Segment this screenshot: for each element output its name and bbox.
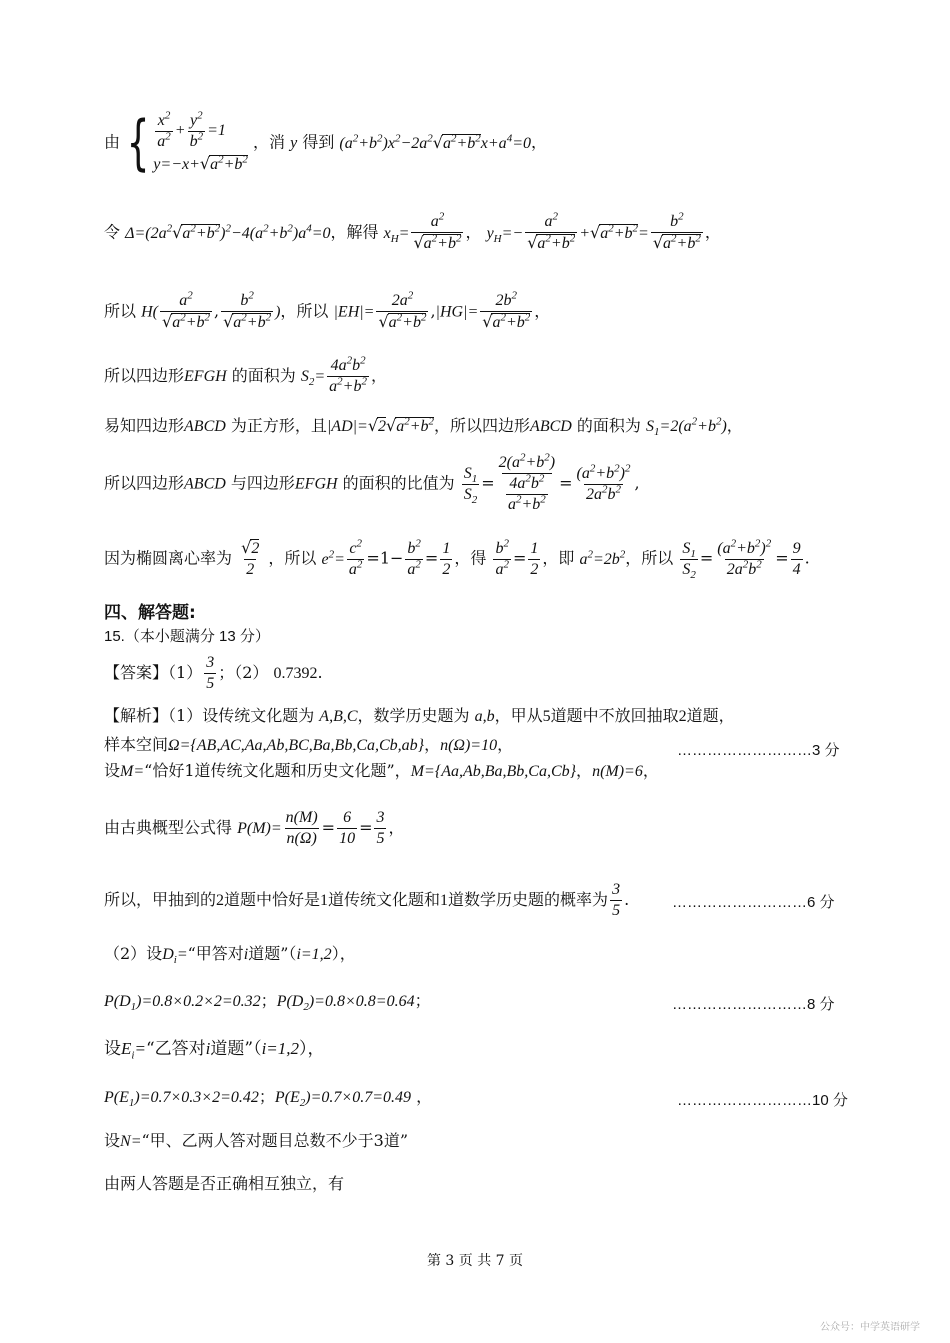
point-h-line: 所以 H( $\frac{a^2}{√a^2+b^2}$ , $\frac{b^2}{√a^2+b^2}$ )，所以 |EH|= $\frac{2a^2}{√a^2+b^2}$ ,|HG|= $\frac{2b^2}{√a^2+b^2}$ ， xyxy=(104,289,551,331)
sample-space-line: 样本空间Ω={AB,AC,Aa,Ab,BC,Ba,Bb,Ca,Cb,ab}，n(Ω)=10， xyxy=(104,735,514,754)
question-15-title: 15.（本小题满分 13 分） xyxy=(104,628,270,645)
event-m-line: 设M=“恰好1道传统文化题和历史文化题”，M={Aa,Ab,Ba,Bb,Ca,Cb}，n(M)=6， xyxy=(104,761,659,780)
watermark: 公众号：中学英语研学 xyxy=(820,1322,920,1333)
score-8: ………………………8 分 xyxy=(672,996,835,1013)
section-heading: 四、解答题: xyxy=(104,603,196,623)
square-line: 易知四边形ABCD 为正方形，且$|AD|=√2√a^2+b^2$，所以四边形ABCD 的面积为 $S_1=2(a^2+b^2)$， xyxy=(104,415,743,439)
analysis-line-1: 【解析】（1）设传统文化题为 A,B,C，数学历史题为 a,b，甲从5道题中不放回抽取2道题， xyxy=(104,706,735,725)
classical-prob-line: 由古典概型公式得 P(M)= $\frac{n(M)}{n(\Omega)}$ = $\frac{6}{10}$ = $\frac{3}{5}$ ， xyxy=(104,809,405,847)
area-efgh-line: 所以四边形EFGH 的面积为 $S_2=$ $\frac{4a^2b^2}{a^2+b^2}$ ， xyxy=(104,354,387,395)
independence-line: 由两人答题是否正确相互独立，有 xyxy=(104,1174,345,1193)
ratio-line: 所以四边形ABCD 与四边形EFGH 的面积的比值为 $\frac{S_1}{S_2}$ = $\frac{2(a^2+b^2)}{\frac{4a^2b^2}{a^2+b^2}}$ = $\frac{(a^2+b^2)^2}{2a^2b^2}$ , xyxy=(104,451,640,513)
equation-system: { $\frac{x^2}{a^2}$ + $\frac{y^2}{b^2}$ =1 $y=-x+√a^2+b^2$ xyxy=(126,108,248,178)
answer-line: 【答案】（1） $\frac{3}{5}$ ；（2） 0.7392. xyxy=(104,654,323,692)
event-d-def: （2）设$D_i=“$甲答对i道题”（i=1,2）， xyxy=(104,944,356,967)
event-e-def: 设$E_i=“$乙答对i道题”（i=1,2）， xyxy=(104,1039,325,1062)
score-6: ………………………6 分 xyxy=(672,894,835,911)
conclusion-line: 所以，甲抽到的2道题中恰好是1道传统文化题和1道数学历史题的概率为 $\frac{3}{5}$ . xyxy=(104,881,630,919)
eccentricity-line: 因为椭圆离心率为 $\frac{√2}{2}$ ，所以 $e^2=$ $\frac{c^2}{a^2}$ =1− $\frac{b^2}{a^2}$ = $\frac{1}{2}$ ，得 $\frac{b^2}{a^2}$ = $\frac{1}{2}$ ，即 $a^2=2b^2$，所以 $\frac{S_1}{S_2}$ = $\frac{(a^2+b^2)^2}{2a^2b^2}$ = $\frac{9}{4}$ . xyxy=(104,537,810,581)
prob-e-line: $P(E_1)=0.7\times 0.3\times 2=0.42$；$P(E_2)=0.7\times 0.7=0.49$ ， xyxy=(104,1087,433,1110)
page-footer: 第 3 页 共 7 页 xyxy=(426,1253,524,1269)
eq-system-line: 由 { $\frac{x^2}{a^2}$ + $\frac{y^2}{b^2}$ =1 $y=-x+√a^2+b^2$ ，消 y 得到 $(a^2+b^2)x^2-2a^2√a^2+b^2x+a^4=0$， xyxy=(104,108,547,178)
score-3: ………………………3 分 xyxy=(677,742,840,759)
score-10: ………………………10 分 xyxy=(677,1092,848,1109)
event-n-def: 设N=“甲、乙两人答对题目总数不少于3道” xyxy=(104,1131,409,1150)
discriminant-line: 令 $\Delta=(2a^2√a^2+b^2)^2-4(a^2+b^2)a^4=0$，解得 $x_H=$ $\frac{a^2}{√a^2+b^2}$ ， $y_H=-$ $\frac{a^2}{√a^2+b^2}$ $+√a^2+b^2=$ $\frac{b^2}{√a^2+b^2}$ ， xyxy=(104,210,721,252)
prob-d-line: $P(D_1)=0.8\times 0.2\times 2=0.32$；$P(D_2)=0.8\times 0.8=0.64$； xyxy=(104,991,431,1014)
